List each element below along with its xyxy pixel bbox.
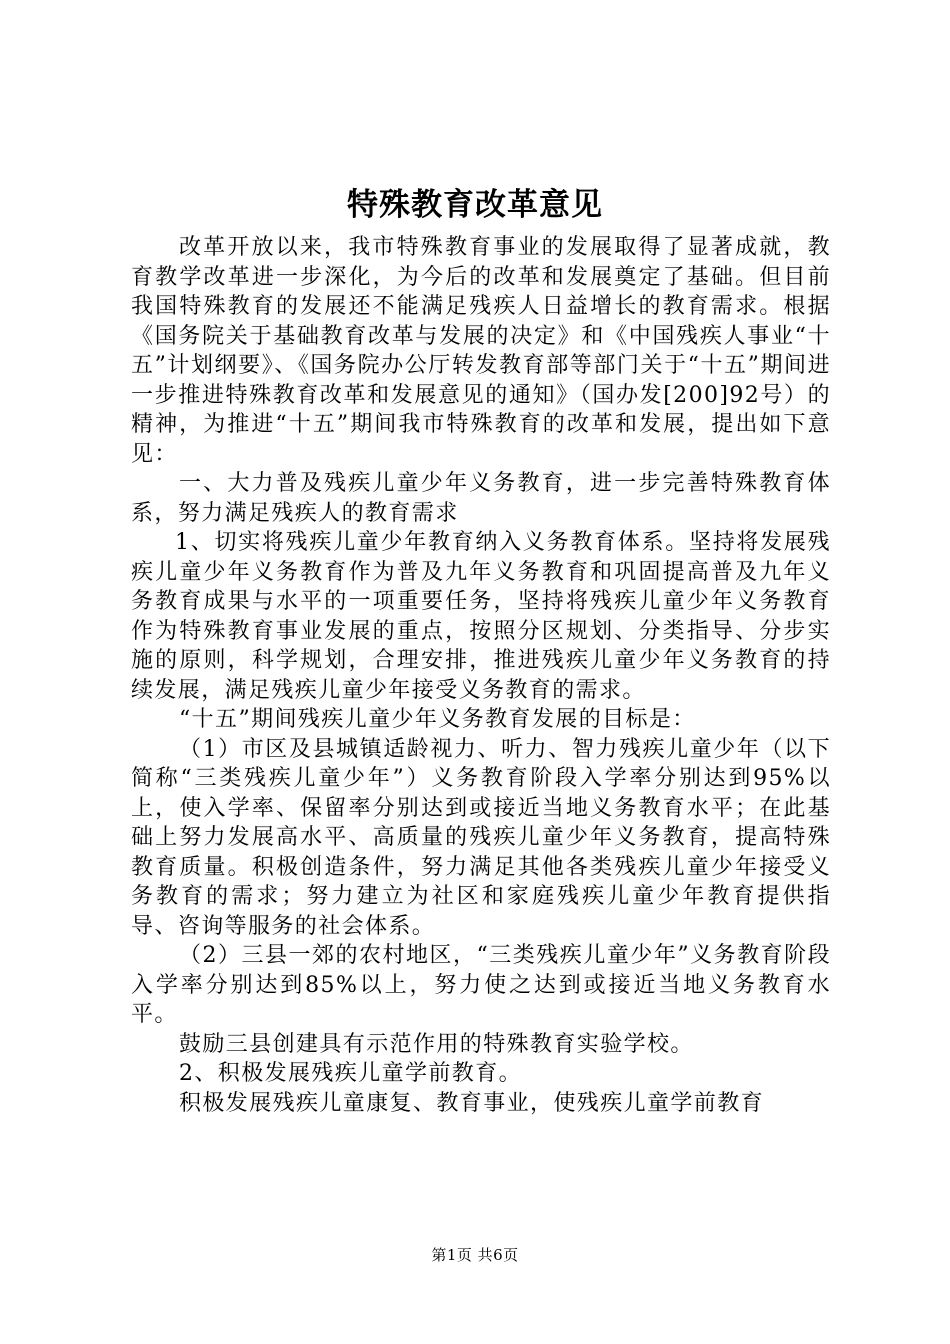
paragraph-item-2: 2、积极发展残疾儿童学前教育。	[179, 1061, 522, 1086]
page-footer: 第1页 共6页	[431, 1246, 519, 1264]
paragraph-goal-2: （2）三县一郊的农村地区，“三类残疾儿童少年”义务教育阶段入学率分别达到85%以上，努力使之达到或接近当地义务教育水平。	[131, 943, 831, 1027]
document-title: 特殊教育改革意见	[347, 187, 603, 223]
paragraph-item-1: 1、切实将残疾儿童少年教育纳入义务教育体系。坚持将发展残疾儿童少年义务教育作为普及九年义务教育和巩固提高普及九年义务教育成果与水平的一项重要任务，坚持将残疾儿童少年义务教育作为特殊教育事业发展的重点，按照分区规划、分类指导、分步实施的原则，科学规划，合理安排，推进残疾儿童少年义务教育的持续发展，满足残疾儿童少年接受义务教育的需求。	[131, 530, 831, 703]
paragraph-intro: 改革开放以来，我市特殊教育事业的发展取得了显著成就，教育教学改革进一步深化，为今后的改革和发展奠定了基础。但目前我国特殊教育的发展还不能满足残疾人日益增长的教育需求。根据《国务院关于基础教育改革与发展的决定》和《中国残疾人事业“十五”计划纲要》、《国务院办公厅转发教育部等部门关于“十五”期间进一步推进特殊教育改革和发展意见的通知》（国办发[200]92号）的精神，为推进“十五”期间我市特殊教育的改革和发展，提出如下意见：	[131, 235, 831, 467]
document-body	[131, 233, 831, 1118]
paragraph-preschool: 积极发展残疾儿童康复、教育事业，使残疾儿童学前教育	[179, 1090, 765, 1116]
paragraph-goal-1: （1）市区及县城镇适龄视力、听力、智力残疾儿童少年（以下简称“三类残疾儿童少年”）义务教育阶段入学率分别达到95%以上，使入学率、保留率分别达到或接近当地义务教育水平；在此基础上努力发展高水平、高质量的残疾儿童少年义务教育，提高特殊教育质量。积极创造条件，努力满足其他各类残疾儿童少年接受义务教育的需求；努力建立为社区和家庭残疾儿童少年教育提供指导、咨询等服务的社会体系。	[131, 736, 831, 939]
section-heading-1: 一、大力普及残疾儿童少年义务教育，进一步完善特殊教育体系，努力满足残疾人的教育需求	[131, 471, 831, 526]
paragraph-goal-intro: “十五”期间残疾儿童少年义务教育发展的目标是：	[179, 707, 696, 732]
paragraph-encourage: 鼓励三县创建具有示范作用的特殊教育实验学校。	[179, 1031, 694, 1057]
